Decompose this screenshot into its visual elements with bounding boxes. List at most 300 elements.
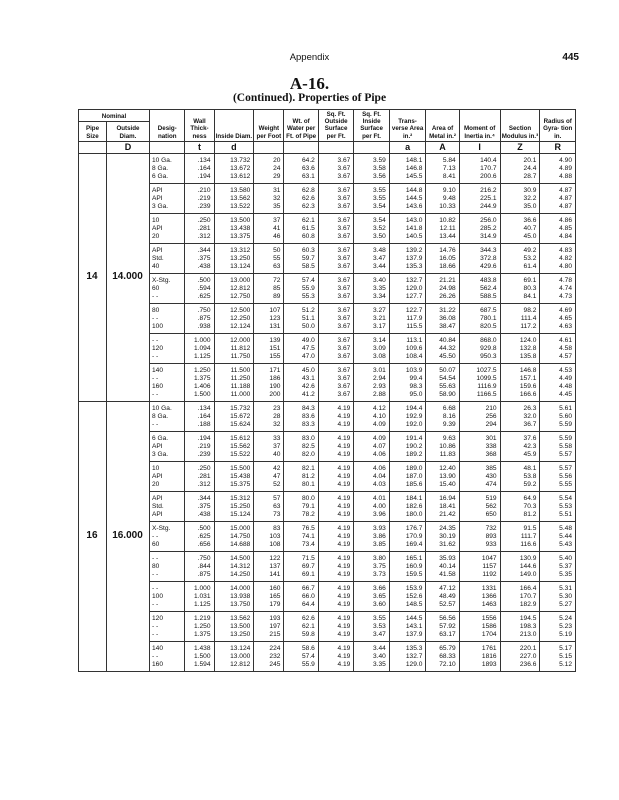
table-cell: 149.0 [500,571,540,582]
table-cell: 64.2 [284,153,318,165]
table-cell: 166.4 [500,581,540,593]
table-cell: 5.27 [540,601,576,612]
table-cell: 60 [150,541,185,552]
table-cell: 45.9 [500,451,540,462]
table-row [79,533,576,541]
table-cell: 186 [254,375,284,383]
table-cell: 62.1 [284,623,318,631]
table-cell: 3.86 [354,533,389,541]
table-cell: 3.66 [354,581,389,593]
table-cell: .750 [185,303,214,315]
table-cell: .210 [185,183,214,195]
table-cell: 63.1 [284,173,318,184]
table-cell: 1.250 [185,363,214,375]
table-cell: 13.562 [214,611,254,623]
table-cell: 155 [254,353,284,364]
table-cell: 3 Ga. [150,451,185,462]
table-cell: 182.9 [500,601,540,612]
table-cell: 131 [254,323,284,334]
table-cell: 10 [150,213,185,225]
table-cell: 11.750 [214,353,254,364]
table-cell: 256.0 [459,213,500,225]
table-row [79,183,576,195]
table-cell: 4.19 [318,431,353,443]
table-cell: 5.60 [540,413,576,421]
table-cell: 42.3 [500,443,540,451]
table-cell: 4.69 [540,303,576,315]
table-cell: 15.375 [214,481,254,492]
table-cell: 98.3 [389,383,426,391]
table-cell: 4.82 [540,255,576,263]
table-cell: 12.500 [214,303,254,315]
table-cell: 189.2 [389,451,426,462]
table-cell: 57.4 [284,273,318,285]
table-cell: 4.19 [318,533,353,541]
table-cell: 45.0 [284,363,318,375]
table-cell: 61.4 [500,263,540,274]
table-cell: 13.938 [214,593,254,601]
table-cell: 4.78 [540,273,576,285]
table-cell: 4.19 [318,461,353,473]
table-cell: 4.19 [318,623,353,631]
table-cell: 192.9 [389,413,426,421]
table-cell: 139.2 [389,243,426,255]
table-row [79,345,576,353]
table-cell: 160 [150,383,185,391]
table-cell: 3.44 [354,641,389,653]
table-cell: 3.67 [318,255,353,263]
table-cell: 24.98 [426,285,459,293]
table-cell: 3.65 [354,593,389,601]
table-cell: 32 [254,421,284,432]
table-cell: 41.58 [426,571,459,582]
table-cell: 10.82 [426,213,459,225]
table-cell: 11.250 [214,375,254,383]
table-cell: 14.750 [214,533,254,541]
table-cell: API [150,225,185,233]
pipe-size-cell: 16 [79,401,107,671]
table-cell: 100 [150,593,185,601]
table-cell: 171 [254,363,284,375]
table-cell: 4.19 [318,581,353,593]
table-cell: 83.6 [284,413,318,421]
table-cell: 3.67 [318,383,353,391]
table-cell: 588.5 [459,293,500,304]
table-cell: 63 [254,263,284,274]
table-cell: 120 [150,611,185,623]
table-cell: 80.3 [500,285,540,293]
table-row [79,521,576,533]
table-cell: 159.6 [500,383,540,391]
table-cell: 115.5 [389,323,426,334]
table-cell: 144.5 [389,611,426,623]
table-cell: 146.8 [389,165,426,173]
table-cell: 32.0 [500,413,540,421]
table-cell: 13.580 [214,183,254,195]
table-cell: 6 Ga. [150,173,185,184]
table-cell: 103.9 [389,363,426,375]
table-cell: 43.1 [284,375,318,383]
header-transverse-area: Trans- verse Area in.² [389,110,426,142]
table-cell: 180.0 [389,511,426,522]
table-cell: 3.21 [354,315,389,323]
table-cell: 50.07 [426,363,459,375]
table-cell: 1.375 [185,375,214,383]
table-cell: 30.9 [500,183,540,195]
table-cell: 117.2 [500,323,540,334]
table-cell: 4.19 [318,473,353,481]
table-cell: 5.84 [426,153,459,165]
table-cell: 4.19 [318,421,353,432]
table-cell: 3.08 [354,353,389,364]
table-cell: 3.55 [354,183,389,195]
table-cell: 868.0 [459,333,500,345]
symbol-inside [354,141,389,153]
table-cell: 3.59 [354,153,389,165]
table-cell: 3.09 [354,345,389,353]
table-cell: 13.250 [214,631,254,642]
table-cell: 5.59 [540,421,576,432]
table-cell: 137 [254,563,284,571]
table-cell: 29 [254,173,284,184]
table-cell: 210 [459,401,500,413]
symbol-outside [318,141,353,153]
table-cell: 31.22 [426,303,459,315]
table-cell: - - [150,623,185,631]
table-cell: 5.61 [540,401,576,413]
table-cell: 10.33 [426,203,459,214]
table-row [79,413,576,421]
table-cell: 58.90 [426,391,459,402]
table-cell: 14.500 [214,551,254,563]
table-cell: 71.5 [284,551,318,563]
table-cell: 4.73 [540,293,576,304]
table-cell: 36.08 [426,315,459,323]
table-cell: 170.7 [459,165,500,173]
table-cell: 3.67 [318,243,353,255]
table-cell: 79.1 [284,503,318,511]
table-cell: 42 [254,461,284,473]
table-row [79,233,576,244]
table-row [79,165,576,173]
table-cell: 5.17 [540,641,576,653]
table-cell: 21.21 [426,273,459,285]
table-cell: 50.0 [284,323,318,334]
table-cell: 3.50 [354,233,389,244]
table-cell: 15.732 [214,401,254,413]
table-cell: 1.375 [185,631,214,642]
table-cell: API [150,195,185,203]
table-row [79,653,576,661]
table-cell: 4.61 [540,333,576,345]
table-cell: 1366 [459,593,500,601]
table-cell: 4.12 [354,401,389,413]
table-cell: 26.26 [426,293,459,304]
table-cell: .500 [185,273,214,285]
table-title: A-16. [289,74,330,93]
table-cell: .594 [185,285,214,293]
table-cell: 1761 [459,641,500,653]
table-cell: 200 [254,391,284,402]
table-cell: 1.406 [185,383,214,391]
table-cell: 14.688 [214,541,254,552]
table-cell: 56.56 [426,611,459,623]
table-cell: 3.67 [318,213,353,225]
table-cell: 84.1 [500,293,540,304]
table-cell: 64.9 [500,491,540,503]
table-cell: 3.67 [318,195,353,203]
table-cell: 3.27 [354,303,389,315]
table-cell: 146.8 [500,363,540,375]
table-cell: 13.375 [214,233,254,244]
table-cell: 52.57 [426,601,459,612]
table-cell: 11.188 [214,383,254,391]
table-cell: 10 Ga. [150,153,185,165]
table-cell: 10.86 [426,443,459,451]
table-cell: 12.750 [214,293,254,304]
table-cell: 8.41 [426,173,459,184]
table-row [79,431,576,443]
table-cell: 5.57 [540,451,576,462]
table-cell: 3.40 [354,273,389,285]
table-cell: 82.1 [284,461,318,473]
table-cell: 45.0 [500,233,540,244]
table-cell: 21.42 [426,511,459,522]
table-cell: 3.55 [354,611,389,623]
table-cell: 100 [150,323,185,334]
table-cell: 32.2 [500,195,540,203]
table-cell: 192.0 [389,421,426,432]
table-cell: 14.000 [214,581,254,593]
table-row [79,571,576,582]
table-cell: 16.94 [426,491,459,503]
table-cell: 4.19 [318,491,353,503]
table-cell: 4.19 [318,443,353,451]
table-cell: 140.4 [459,153,500,165]
table-cell: Std. [150,503,185,511]
table-cell: 44.32 [426,345,459,353]
table-cell: 1.000 [185,333,214,345]
table-cell: API [150,473,185,481]
table-cell: API [150,491,185,503]
table-cell: 3.67 [318,225,353,233]
table-cell: 139 [254,333,284,345]
table-cell: 132.8 [500,345,540,353]
table-cell: 4.09 [354,431,389,443]
table-cell: 1.219 [185,611,214,623]
table-cell: 4.19 [318,601,353,612]
table-cell: 1586 [459,623,500,631]
table-row [79,581,576,593]
header-outside-surface: Sq. Ft. Outside Surface per Ft. [318,110,353,142]
table-cell: 13.438 [214,225,254,233]
table-cell: 5.30 [540,593,576,601]
table-cell: 113.1 [389,333,426,345]
table-cell: 151 [254,345,284,353]
table-cell: 4.19 [318,641,353,653]
table-cell: 3.67 [318,233,353,244]
symbol-water [284,141,318,153]
table-row [79,623,576,631]
table-cell: 69.7 [284,563,318,571]
table-cell: 13.732 [214,153,254,165]
table-cell: 89 [254,293,284,304]
table-body [79,153,576,671]
table-cell: 82.0 [284,451,318,462]
table-cell: 130.9 [500,551,540,563]
table-cell: 1.125 [185,601,214,612]
table-cell: 159.5 [389,571,426,582]
table-cell: .938 [185,323,214,334]
table-cell: 12.11 [426,225,459,233]
table-cell: 47.12 [426,581,459,593]
table-cell: 198.3 [500,623,540,631]
table-cell: 4.19 [318,631,353,642]
table-cell: 13.672 [214,165,254,173]
table-cell: 5.24 [540,611,576,623]
table-cell: 4.06 [354,451,389,462]
table-cell: 430 [459,473,500,481]
table-cell: 117.9 [389,315,426,323]
table-cell: 232 [254,653,284,661]
table-cell: 40 [150,263,185,274]
pipe-size-cell: 14 [79,153,107,401]
table-cell: 650 [459,511,500,522]
table-cell: 3.01 [354,363,389,375]
table-cell: 483.8 [459,273,500,285]
table-cell: 215 [254,631,284,642]
table-cell: 18.41 [426,503,459,511]
table-cell: 13.500 [214,213,254,225]
table-cell: 191.4 [389,431,426,443]
table-cell: 4.04 [354,473,389,481]
table-cell: API [150,443,185,451]
table-cell: .438 [185,263,214,274]
table-row [79,285,576,293]
table-cell: 54.54 [426,375,459,383]
table-row [79,333,576,345]
table-cell: 41.2 [284,391,318,402]
table-row [79,353,576,364]
table-cell: .625 [185,533,214,541]
table-cell: 148.1 [389,153,426,165]
table-cell: 213.0 [500,631,540,642]
table-cell: 143.1 [389,623,426,631]
outside-diameter-cell: 14.000 [106,153,149,401]
table-row [79,203,576,214]
table-cell: 4.57 [540,353,576,364]
table-row [79,421,576,432]
header-inside-surface: Sq. Ft. Inside Surface per Ft. [354,110,389,142]
table-cell: 13.44 [426,233,459,244]
table-cell: 152.6 [389,593,426,601]
table-row [79,451,576,462]
table-cell: 81.2 [284,473,318,481]
table-cell: 3.67 [318,173,353,184]
table-cell: 3.34 [354,293,389,304]
table-cell: 3.67 [318,183,353,195]
table-cell: 4.84 [540,233,576,244]
table-cell: 137.9 [389,255,426,263]
table-cell: 23 [254,401,284,413]
table-cell: 12.000 [214,333,254,345]
table-cell: 35.0 [500,203,540,214]
table-cell: 14.250 [214,571,254,582]
table-cell: 59.7 [284,255,318,263]
table-cell: 4.19 [318,551,353,563]
table-cell: 143.0 [389,213,426,225]
table-cell: 4.19 [318,503,353,511]
table-cell: 8 Ga. [150,413,185,421]
table-cell: 9.63 [426,431,459,443]
table-cell: 73.4 [284,541,318,552]
symbol-metal: A [426,141,459,153]
table-cell: - - [150,551,185,563]
table-cell: 3.67 [318,165,353,173]
table-cell: 1.125 [185,353,214,364]
table-cell: 562.4 [459,285,500,293]
table-cell: 38.47 [426,323,459,334]
table-cell: - - [150,571,185,582]
header-wall-thickness: Wall Thick- ness [185,110,214,142]
table-cell: 135.3 [389,641,426,653]
table-row [79,511,576,522]
table-cell: 31.62 [426,541,459,552]
table-cell: 4.48 [540,383,576,391]
table-cell: 244.9 [459,203,500,214]
table-cell: 129.0 [389,661,426,672]
table-cell: 5.12 [540,661,576,672]
table-row [79,631,576,642]
table-cell: API [150,511,185,522]
table-cell: 63 [254,503,284,511]
table-cell: 301 [459,431,500,443]
table-cell: 31 [254,183,284,195]
table-row [79,273,576,285]
table-cell: X-Stg. [150,273,185,285]
table-cell: 170.7 [500,593,540,601]
table-cell: 85 [254,285,284,293]
table-cell: 5.48 [540,521,576,533]
table-cell: 69.1 [284,571,318,582]
table-cell: 55.9 [284,285,318,293]
table-cell: 12.40 [426,461,459,473]
outside-diameter-cell: 16.000 [106,401,149,671]
table-cell: 1.500 [185,391,214,402]
table-cell: 780.1 [459,315,500,323]
table-cell: - - [150,315,185,323]
table-cell: 3.53 [354,623,389,631]
table-cell: 103 [254,533,284,541]
table-cell: 519 [459,491,500,503]
table-cell: 18.66 [426,263,459,274]
table-cell: 108 [254,541,284,552]
table-cell: 15.000 [214,521,254,533]
table-cell: 474 [459,481,500,492]
table-cell: 4.65 [540,315,576,323]
table-cell: 1099.5 [459,375,500,383]
table-cell: 3.67 [318,323,353,334]
table-cell: 220.1 [500,641,540,653]
header-outside-diameter: Outside Diam. [106,121,149,141]
table-row [79,593,576,601]
table-cell: 1816 [459,653,500,661]
table-cell: 190.2 [389,443,426,451]
table-cell: 5.23 [540,623,576,631]
table-cell: .844 [185,563,214,571]
table-cell: 8 Ga. [150,165,185,173]
table-cell: 4.06 [354,461,389,473]
